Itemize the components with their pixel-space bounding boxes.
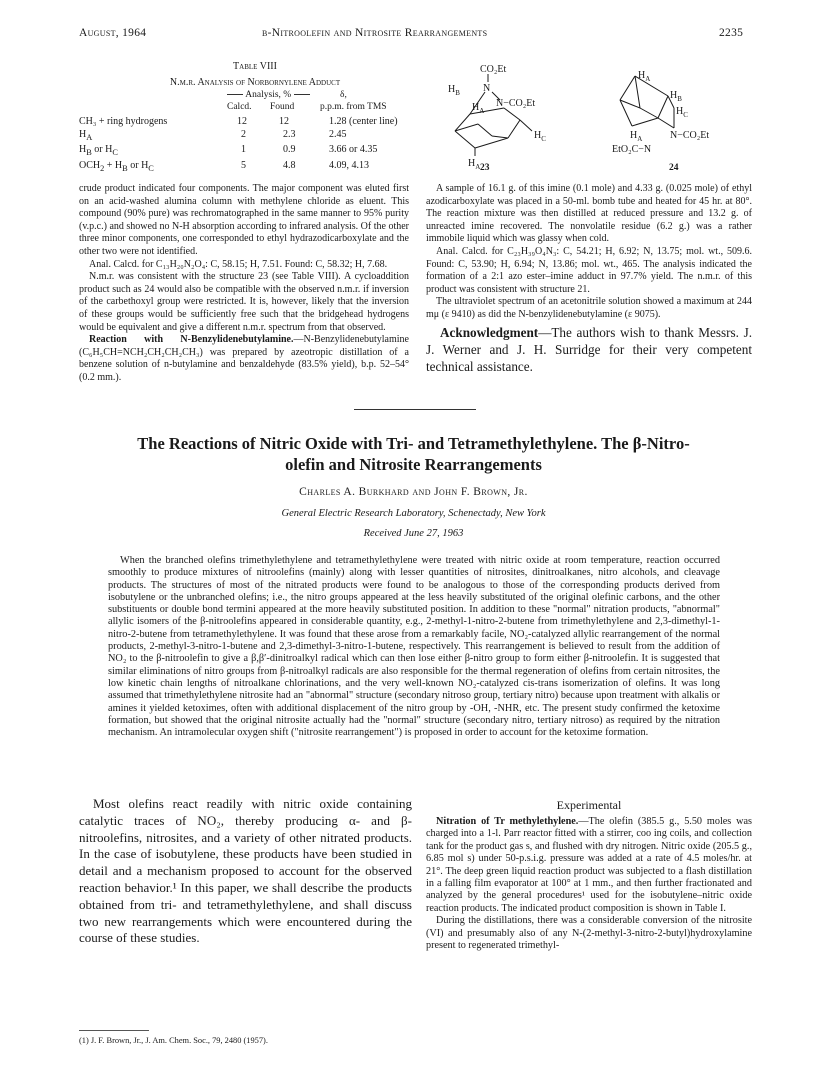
table-row [79, 129, 398, 145]
s23-ha-label: $H_A$ [472, 102, 485, 115]
structure-24-number: 24 [669, 163, 679, 173]
top-left-column [79, 183, 409, 385]
s24-eto2c-label: EtO₂C−N [612, 144, 652, 155]
top-right-column [426, 183, 752, 322]
structure-24 [590, 68, 760, 173]
table-cell-calcd: 2 [241, 128, 246, 140]
abstract-text: When the branched olefins trimethylethylene and tetramethylethylene were treated with nitric oxide at room temperature, reaction occurred smoothly to produce mixtures of nitroolefins (mainly) along with lesser quantities of nitrosites, dinitroalkanes, nitro alcohols, and cleavage products. The structures of most of the nitrated products were found to be analogous to those of the corresponding products derived from isobutylene or the unbranched olefins; i.e., the nitro groups appeared at the less heavily substituted of the original olefinic carbons, and the other substituents or double bond termini appeared at the more heavily substituted position. In addition to these "normal" nitration products, "abnormal" allylic isomers of the β-nitroolefins appeared in considerable quantity, e.g., 2-methyl-1-nitro-2-butene from trimethylethylene and 2,3-dimethyl-1-nitro-2-butene from tetramethylethylene. It was found that these arose from a remarkably facile, NO₂-catalyzed allylic rearrangement of the normal products, 2-methyl-3-nitro-1-butene and 2,3-dimethyl-3-nitro-1-butene, respectively. This rearrangement is believed to result from the addition of NO₂ to the β-nitroolefin to give a β,β′-dinitroalkyl radical which can then lose either β-nitro group to form either β-nitroolefin. It is suggested that similar eliminations of nitro groups from β-nitroalkyl radicals are also responsible for the thermal regeneration of olefins from certain nitrosites, the low kinetic chain lengths of nitroalkane chlorinations, and the very well-known NO₂-catalyzed cis-trans isomerization of olefins. It was long assumed that trimethylethylene nitrosite had an "abnormal" structure (secondary nitroso group, tertiary nitro) because upon treatment with alkalis or amines it yielded ketoximes, often with additional displacement of the nitro group by -OH, -NHR, etc. The present study confirmed the ketoxime formation, but showed that the original nitrosite actually had the "normal" structure (secondary nitro, tertiary nitroso) as required by the nitration mechanism. An intramolecular oxygen shift ("nitrosite rearrangement") is proposed in order to account for the ketoxime formation. [108, 555, 720, 739]
acknowledgment-head: Acknowledgment [440, 325, 539, 340]
section-run-in-head: Nitration of Tr methylethylene. [436, 816, 579, 827]
table-cell-ppm: 1.28 (center line) [329, 116, 398, 127]
intro-text: Most olefins react readily with nitric oxide containing catalytic traces of NO₂, thereby producing α- and β-nitroolefins, nitrosites, and a variety of other nitrated products. In the case of isobutylene, these products have been studied in detail and a mechanism proposed to account for the observed reaction behavior.¹ In this paper, we shall describe the products obtained from tri- and tetramethylethylene, and shall discuss two new rearrangements which were encountered during the course of these studies. [79, 796, 412, 946]
footnote: (1) J. F. Brown, Jr., J. Am. Chem. Soc., 79, 2480 (1957). [79, 1036, 268, 1045]
footnote-rule [79, 1030, 149, 1031]
paragraph [79, 334, 409, 384]
structure-23 [430, 56, 580, 176]
table-cell-found: 2.3 [283, 128, 296, 140]
running-header-title: β-Nitroolefin and Nitrosite Rearrangements [262, 27, 488, 39]
affiliation: General Electric Research Laboratory, Schenectady, New York [281, 508, 546, 519]
table-col-calcd: Calcd. [227, 102, 252, 112]
s24-nco2et-label: N−CO₂Et [670, 130, 710, 141]
table-col-found: Found [270, 102, 295, 112]
paragraph: The ultraviolet spectrum of an acetonitrile solution showed a maximum at 244 mμ (ε 9410) as did the N-benzylidenebutylamine (ε 9075). [426, 296, 752, 320]
paragraph: crude product indicated four components. The major component was eluted first on an acid-washed alumina column with methylene chloride as eluent. This compound (90% pure) was rechromatographed in the same manner to 95% purity (v.p.c.) and showed no N-H absorption according to infrared analysis. Of the other three minor components, one corresponded to ethyl hydrazodicarboxylate and the other two were not identified. [79, 183, 409, 257]
table-cell-found: 4.8 [283, 159, 296, 171]
table-cell-ppm: 3.66 or 4.35 [329, 144, 378, 155]
paragraph-text: —The olefin (385.5 g., 5.50 moles was charged into a 1-l. Parr reactor fitted with a stirrer, coo ing coils, and collection tank for the product gas s, and flushed with dry nitrogen. Nitric oxide (205.5 g., 6.85 mol s) under 50-p.s.i.g. pressure was added at a rate of 4.5 moles/hr. at 21°. The deep green liquid reaction product was subjected to a flash distillation in a falling film evaporator at 100° at 1 mm., and then further fractionated and analyzed by the general procedures¹ used for the isobutylene–nitric oxide reaction products. The indicated product composition is shown in Table I. [426, 816, 753, 914]
s23-n-label: N [483, 83, 491, 94]
s23-co2et-label: CO₂Et [480, 64, 507, 75]
section-divider [354, 409, 476, 410]
article-title-line1: The Reactions of Nitric Oxide with Tri- and Tetramethylethylene. The β-Nitro- [137, 434, 690, 453]
abstract [108, 555, 720, 739]
table-delta-header: δ, [340, 90, 347, 100]
table-cell-calcd: 12 [237, 116, 247, 127]
s23-hc-label: $H_C$ [534, 130, 546, 143]
article-title-line2: olefin and Nitrosite Rearrangements [285, 455, 542, 474]
paragraph: N.m.r. was consistent with the structure 23 (see Table VIII). A cycloaddition product such as 24 would also be compatible with the observed n.m.r. if inversion of the carbethoxyl group were restricted. It is, however, likely that the inversion of these groups would be sufficiently free such that the bridgehead hydrogens would be equivalent and give a different n.m.r. spectrum from that observed. [79, 271, 409, 333]
section-run-in-head: Reaction with N-Benzylidenebutylamine. [89, 334, 294, 346]
table-number: Table VIII [233, 61, 277, 72]
received-date: Received June 27, 1963 [363, 528, 464, 539]
s24-ha-label: $H_A$ [638, 70, 651, 83]
table-cell-ppm: 2.45 [329, 128, 347, 140]
s24-hb-label: $H_B$ [670, 90, 682, 103]
paragraph: A sample of 16.1 g. of this imine (0.1 mole) and 4.33 g. (0.025 mole) of ethyl azodicarboxylate was placed in a 50-ml. bomb tube and heated for 45 hr. at 80°. The reaction mixture was then distilled at reduced pressure and 13.2 g. of unreacted imine recovered. The nonvolatile residue (6.2 g.) was a rather immobile liquid which was glassy when cold. [426, 183, 752, 245]
analysis-paragraph: Anal. Calcd. for C₂₃H₃₉O₄N₃: C, 54.21; H, 6.92; N, 13.75; mol. wt., 509.6. Found: C, 53.90; H, 6.94; N, 13.86; mol. wt., 465. The analysis indicated the formation of a 2:1 azo ester–imine adduct in 97.7% yield. The n.m.r. of this product was consistent with structure 21. [426, 245, 752, 295]
table-row [79, 160, 398, 176]
authors: Charles A. Burkhard and John F. Brown, Jr. [299, 486, 528, 498]
analysis-paragraph: Anal. Calcd. for C₁₃H₂₀N₂O₄: C, 58.15; H, 7.51. Found: C, 58.32; H, 7.68. [89, 258, 388, 270]
paragraph [426, 816, 752, 915]
paragraph: During the distillations, there was a considerable conversion of the nitrosite (VI) and presumably also of any N-(2-methyl-3-nitro-2-butyl)hydroxylamine present to regenerated trimethyl- [426, 915, 752, 952]
intro-paragraph [79, 796, 412, 947]
s23-nco2et-label: N−CO₂Et [496, 98, 536, 109]
table-col-ppm: p.p.m. from TMS [320, 102, 387, 112]
table-cell-found: 0.9 [283, 144, 296, 155]
table-row [79, 116, 398, 129]
table-cell-label: $OCH_2 + H_B$ or $H_C$ [79, 159, 154, 173]
table-title: N.m.r. Analysis of Norbornylene Adduct [169, 77, 341, 88]
s23-hb-label: $H_B$ [448, 84, 460, 97]
table-cell-ppm: 4.09, 4.13 [329, 159, 369, 171]
table-cell-label-sub: A [86, 132, 93, 142]
experimental-section [426, 816, 752, 952]
acknowledgment-text: —The authors wish to thank Messrs. J. J. Werner and J. H. Surridge for their very competent technical assistance. [426, 325, 752, 374]
acknowledgment [426, 324, 752, 375]
table-group-header [221, 90, 316, 100]
table-cell-calcd: 5 [241, 159, 246, 171]
table-row [79, 144, 398, 160]
s24-ha2-label: $H_A$ [630, 130, 643, 143]
s23-ha2-label: $H_A$ [468, 158, 481, 171]
s24-hc-label: $H_C$ [676, 106, 688, 119]
table-cell-label: $H_A$ [79, 128, 93, 142]
experimental-heading: Experimental [556, 798, 622, 812]
nmr-table [79, 116, 398, 175]
page-number: 2235 [719, 27, 744, 39]
paragraph-text: —N-Benzylidenebutylamine (C₆H₅CH=NCH₂CH₂CH₂CH₃) was prepared by azeotropic distillation of a benzene solution of n-butylamine and benzaldehyde (83.5% yield), b.p. 52–54° (0.2 mm.). [79, 334, 409, 383]
table-group-header-label: Analysis, % [245, 90, 292, 100]
running-header-date: August, 1964 [79, 27, 147, 39]
table-cell-label: CH₃ + ring hydrogens [79, 116, 168, 127]
table-cell-calcd: 1 [241, 144, 246, 155]
table-cell-label: $H_B$ or $H_C$ [79, 144, 118, 157]
table-cell-found: 12 [279, 116, 289, 127]
structure-23-number: 23 [480, 163, 490, 173]
